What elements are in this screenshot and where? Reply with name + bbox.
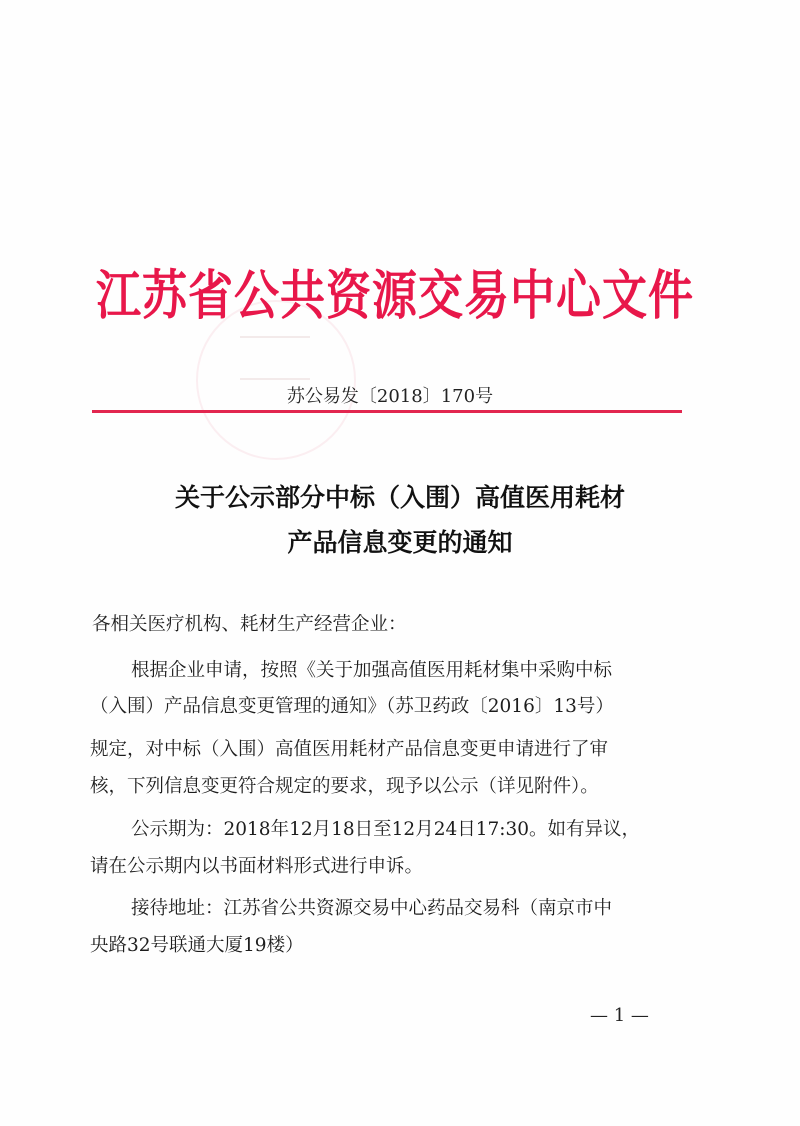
- paragraph-1-line-4: 核，下列信息变更符合规定的要求，现予以公示（详见附件）。: [90, 776, 599, 797]
- paragraph-2-line-1: 公示期为：2018年12月18日至12月24日17:30。如有异议，: [131, 819, 641, 840]
- salutation: 各相关医疗机构、耗材生产经营企业：: [92, 614, 407, 635]
- red-divider-line: [92, 410, 682, 413]
- paragraph-1-line-2: （入围）产品信息变更管理的通知》（苏卫药政〔2016〕13号）: [90, 696, 614, 717]
- paragraph-1-line-3: 规定，对中标（入围）高值医用耗材产品信息变更申请进行了审: [90, 739, 609, 760]
- paragraph-1-line-1: 根据企业申请，按照《关于加强高值医用耗材集中采购中标: [131, 660, 613, 681]
- document-number: 苏公易发〔2018〕170号: [286, 386, 494, 407]
- notice-title-line-2: 产品信息变更的通知: [287, 528, 513, 557]
- paragraph-3-line-2: 央路32号联通大厦19楼）: [90, 935, 304, 956]
- paragraph-3-line-1: 接待地址：江苏省公共资源交易中心药品交易科（南京市中: [131, 898, 613, 919]
- notice-title-line-1: 关于公示部分中标（入围）高值医用耗材: [174, 483, 625, 512]
- issuer-header-title: 江苏省公共资源交易中心文件: [96, 263, 695, 327]
- seal-inner-mark: [240, 336, 310, 380]
- page-number: — 1 —: [590, 1005, 649, 1026]
- paragraph-2-line-2: 请在公示期内以书面材料形式进行申诉。: [90, 856, 424, 877]
